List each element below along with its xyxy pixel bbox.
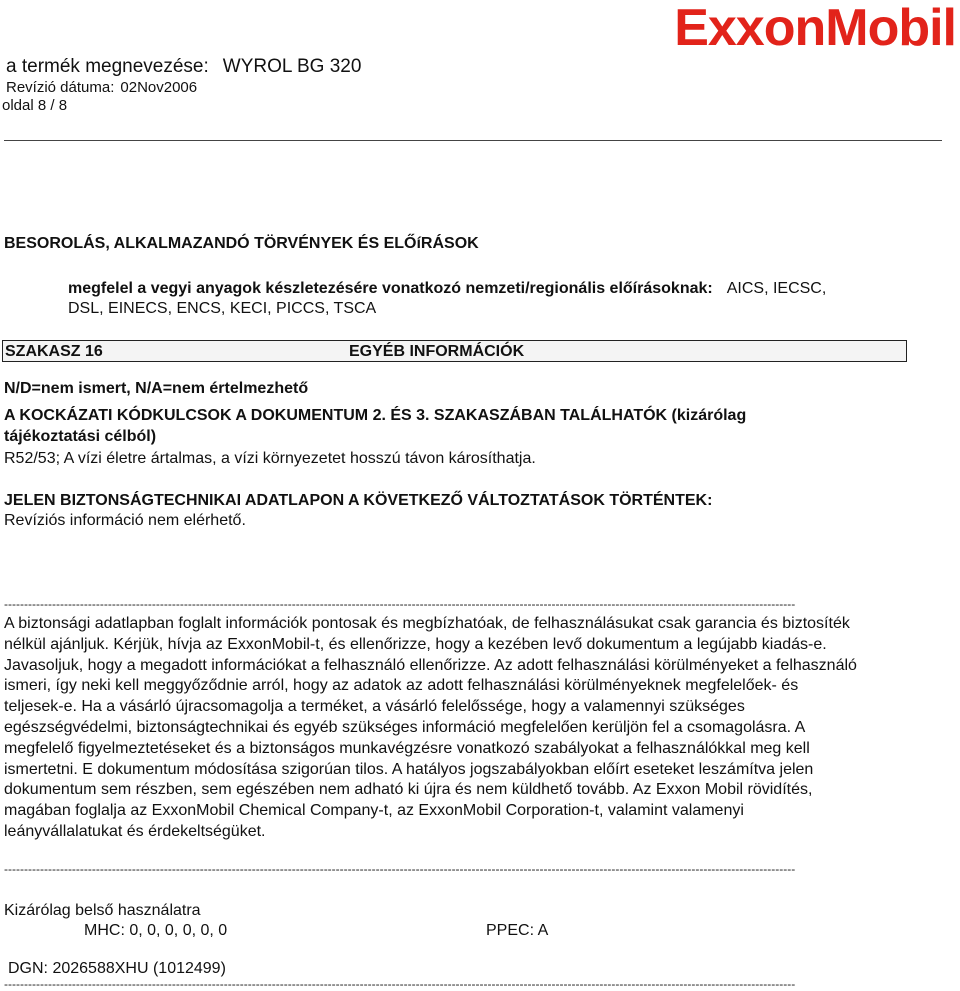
product-name: WYROL BG 320 — [222, 56, 362, 77]
disclaimer-block — [4, 614, 950, 843]
compliance-label: megfelel a vegyi anyagok készletezésére vonatkozó nemzeti/regionális előírásoknak: — [68, 280, 713, 297]
revision-label: Revízió dátuma: — [6, 79, 115, 96]
header-divider — [4, 140, 942, 141]
product-name-line — [6, 56, 361, 78]
disclaimer-line: egészségvédelmi, biztonságtechnikai és egyéb szükséges információ megfelelően kerüljön fel a csomagolásra. A — [4, 718, 806, 736]
disclaimer-line: dokumentum sem részben, sem egészében nem adható ki újra és nem küldhető tovább. Az Exxon Mobil rövidítés, — [4, 781, 813, 799]
rcodes-heading-line2: tájékoztatási célból) — [4, 428, 157, 445]
dgn-code: DGN: 2026588XHU (1012499) — [8, 960, 226, 977]
inventories-line2: DSL, EINECS, ENCS, KECI, PICCS, TSCA — [68, 300, 377, 317]
separator-line: ------------------------------------------------------------------------------------------------------------------------------------------------------------------------------------------------------ — [4, 862, 796, 876]
exxonmobil-logo: ExxonMobil — [674, 0, 956, 57]
inventories-line1: AICS, IECSC, — [726, 280, 827, 297]
changes-text: Revíziós információ nem elérhető. — [4, 512, 246, 529]
disclaimer-line: leányvállalatukat és érdekeltségüket. — [4, 822, 266, 840]
section16-header-box — [2, 340, 907, 362]
disclaimer-line: teljesek-e. Ha a vásárló újracsomagolja a terméket, a vásárló felelőssége, hogy a valamennyi szükséges — [4, 698, 745, 716]
separator-line: ------------------------------------------------------------------------------------------------------------------------------------------------------------------------------------------------------ — [4, 597, 796, 611]
page-number: oldal 8 / 8 — [2, 97, 68, 114]
disclaimer-line: nélkül ajánljuk. Kérjük, hívja az ExxonMobil-t, és ellenőrizze, hogy a kezében levő dokumentum a legújabb kiadás-e. — [4, 635, 827, 653]
rcodes-heading-line1: A KOCKÁZATI KÓDKULCSOK A DOKUMENTUM 2. ÉS 3. SZAKASZÁBAN TALÁLHATÓK (kizárólag — [4, 407, 747, 424]
changes-heading: JELEN BIZTONSÁGTECHNIKAI ADATLAPON A KÖVETKEZŐ VÁLTOZTATÁSOK TÖRTÉNTEK: — [4, 492, 713, 509]
rcodes-text: R52/53; A vízi életre ártalmas, a vízi környezetet hosszú távon károsíthatja. — [4, 450, 536, 467]
regulatory-heading: BESOROLÁS, ALKALMAZANDÓ TÖRVÉNYEK ÉS ELŐíRÁSOK — [4, 235, 479, 252]
disclaimer-line: A biztonsági adatlapban foglalt információk pontosak és megbízhatóak, de felhasználásukat csak garancia és biztosíték — [4, 615, 850, 632]
abbreviations-line: N/D=nem ismert, N/A=nem értelmezhető — [4, 380, 309, 397]
product-label: a termék megnevezése: — [6, 56, 209, 77]
disclaimer-line: ismeri, így neki kell meggyőződnie arról, hogy az adatok az adott felhasználási körülményeknek megfelelőek- és — [4, 677, 799, 695]
compliance-line — [68, 280, 826, 298]
ppec-code: PPEC: A — [486, 922, 549, 939]
section-title: EGYÉB INFORMÁCIÓK — [349, 343, 525, 360]
disclaimer-line: Javasoljuk, hogy a megadott információkat a felhasználó ellenőrizze. Az adott felhasználási körülményeket a felhasználó — [4, 656, 857, 674]
disclaimer-line: ismertetni. E dokumentum módosítása szigorúan tilos. A hatályos jogszabályokban előírt eseteket leszámítva jelen — [4, 760, 814, 778]
internal-use-note: Kizárólag belső használatra — [4, 902, 201, 919]
disclaimer-line: magában foglalja az ExxonMobil Chemical Company-t, az ExxonMobil Corporation-t, valamint valamenyi — [4, 802, 744, 820]
revision-date: 02Nov2006 — [120, 79, 198, 96]
section-number: SZAKASZ 16 — [5, 343, 103, 360]
mhc-code: MHC: 0, 0, 0, 0, 0, 0 — [84, 922, 228, 939]
separator-line: ------------------------------------------------------------------------------------------------------------------------------------------------------------------------------------------------------ — [4, 977, 796, 991]
revision-line — [6, 79, 197, 96]
disclaimer-line: megfelelő figyelmeztetéseket és a biztonságos munkavégzésre vonatkozó szabályokat a felhasználókkal meg kell — [4, 739, 810, 757]
